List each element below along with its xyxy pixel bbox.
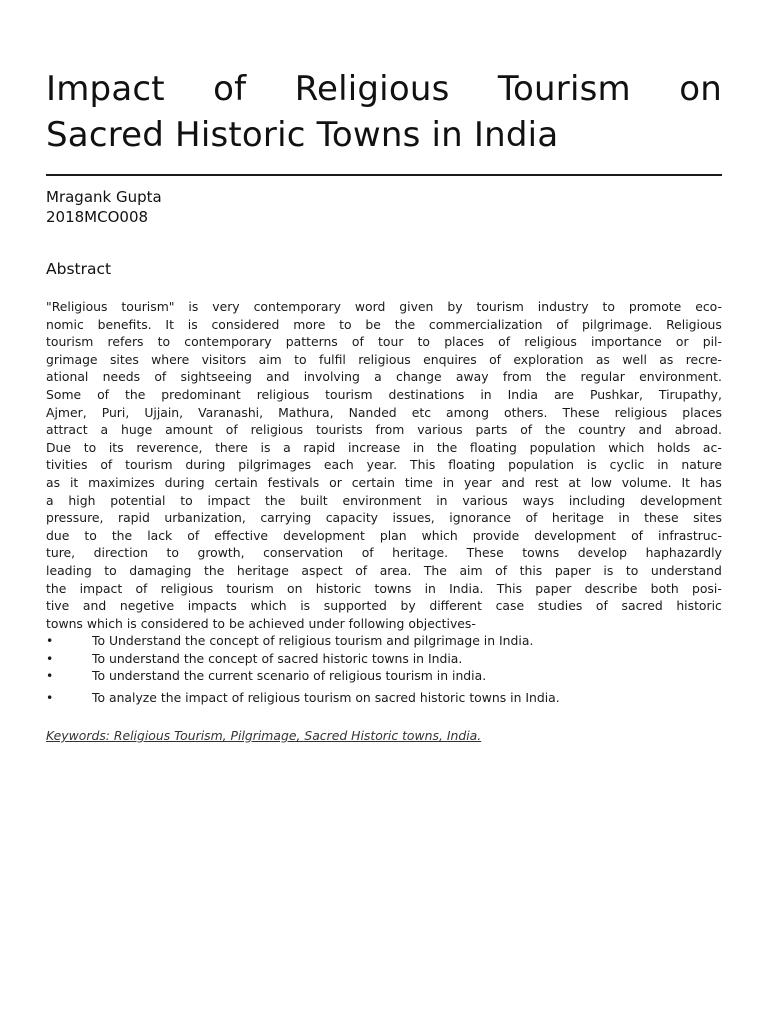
abstract-word: damaging xyxy=(129,562,192,578)
abstract-word: develop xyxy=(577,545,628,561)
abstract-word: supported xyxy=(323,598,387,614)
abstract-word: as xyxy=(659,351,674,367)
abstract-word: impact xyxy=(207,492,251,508)
abstract-word: tourism" xyxy=(121,299,175,314)
abstract-word: a xyxy=(46,492,54,508)
abstract-word: issues, xyxy=(392,510,435,526)
abstract-word: provide xyxy=(472,527,520,543)
abstract-word: historic xyxy=(315,580,362,596)
abstract-word: in xyxy=(436,492,448,508)
title-line-2: Sacred Historic Towns in India xyxy=(46,115,559,155)
abstract-word: contemporary xyxy=(184,334,272,350)
abstract-word: contemporary xyxy=(253,299,341,314)
abstract-word: paper xyxy=(535,580,572,596)
abstract-word: Varanashi, xyxy=(198,404,264,420)
abstract-word: holds xyxy=(657,439,691,455)
abstract-word: rapid xyxy=(303,439,336,455)
abstract-word: "Religious xyxy=(46,299,108,314)
abstract-word: of xyxy=(154,369,167,385)
abstract-word: where xyxy=(151,351,190,367)
abstract-word: maximizes xyxy=(88,474,155,490)
abstract-word: sacred xyxy=(621,598,663,614)
abstract-word: of xyxy=(351,334,364,350)
abstract-word: certain xyxy=(214,474,258,490)
abstract-word: promote xyxy=(628,299,682,314)
abstract-word: development xyxy=(283,527,365,543)
abstract-word: of xyxy=(495,562,508,578)
abstract-word: studies xyxy=(537,598,583,614)
abstract-word: nomic xyxy=(46,316,84,332)
abstract-word: India. xyxy=(449,580,484,596)
abstract-word: due xyxy=(46,527,70,543)
objective-text: To Understand the concept of religious tourism and pilgrimage in India. xyxy=(92,633,534,648)
abstract-word: to xyxy=(625,562,639,578)
abstract-word: needs xyxy=(102,369,141,385)
abstract-word: of xyxy=(498,334,511,350)
abstract-word: of xyxy=(187,527,200,543)
abstract-word: tour xyxy=(378,334,404,350)
abstract-word: growth, xyxy=(197,545,245,561)
abstract-word: towns xyxy=(374,580,412,596)
abstract-word: is xyxy=(300,598,311,614)
abstract-word: religious xyxy=(256,386,310,402)
abstract-word: and xyxy=(501,474,525,490)
abstract-word: be xyxy=(365,316,381,332)
abstract-word: is xyxy=(260,439,271,455)
abstract-word: development xyxy=(534,527,617,543)
abstract-word: case xyxy=(495,598,525,614)
abstract-word: recre- xyxy=(685,351,722,367)
abstract-word: certain xyxy=(351,474,395,490)
abstract-word: conservation xyxy=(263,545,344,561)
abstract-word: are xyxy=(553,386,574,402)
abstract-word: tourism xyxy=(226,580,274,596)
abstract-word: pil- xyxy=(702,334,722,350)
abstract-word: pressure, xyxy=(46,510,104,526)
abstract-word: environment xyxy=(342,492,422,508)
abstract-word: Mathura, xyxy=(278,404,334,420)
abstract-word: enquires xyxy=(423,351,477,367)
abstract-word: understand xyxy=(650,562,722,578)
abstract-word: to xyxy=(417,334,431,350)
bullet-icon: • xyxy=(46,650,54,666)
abstract-word: benefits. xyxy=(97,316,152,332)
abstract-word: effective xyxy=(214,527,269,543)
abstract-word: attract xyxy=(46,422,88,438)
abstract-word: as xyxy=(595,351,610,367)
abstract-word: Due xyxy=(46,439,72,455)
abstract-word: Puri, xyxy=(101,404,130,420)
abstract-word: sightseeing xyxy=(180,369,252,385)
abstract-word: the xyxy=(545,369,567,385)
abstract-word: tive xyxy=(46,598,70,614)
abstract-word: built xyxy=(300,492,328,508)
abstract-word: its xyxy=(108,439,124,455)
abstract-word: population xyxy=(508,457,575,473)
abstract-line xyxy=(46,509,722,527)
abstract-line xyxy=(46,527,722,545)
abstract-line xyxy=(46,368,722,386)
objective-item xyxy=(46,667,722,685)
abstract-word: Ajmer, xyxy=(46,404,87,420)
abstract-word: of xyxy=(520,422,533,438)
abstract-word: of xyxy=(556,316,569,332)
abstract-word: ture, xyxy=(46,545,76,561)
abstract-word: etc xyxy=(411,404,432,420)
title-word: on xyxy=(679,69,722,109)
abstract-word: is xyxy=(188,299,199,314)
abstract-word: both xyxy=(650,580,679,596)
abstract-word: very xyxy=(212,299,240,314)
abstract-word: These xyxy=(466,545,504,561)
abstract-word: of xyxy=(355,562,368,578)
abstract-word: low xyxy=(590,474,612,490)
abstract-word: or xyxy=(675,334,689,350)
abstract-word: a xyxy=(283,439,291,455)
abstract-word: It xyxy=(165,316,174,332)
objective-item xyxy=(46,685,722,711)
abstract-word: is xyxy=(187,316,198,332)
abstract-word: religious xyxy=(524,334,577,350)
abstract-word: parts xyxy=(475,422,508,438)
abstract-word: to xyxy=(602,299,615,314)
abstract-word: and xyxy=(266,369,290,385)
abstract-word: high xyxy=(68,492,96,508)
abstract-word: pilgrimage. xyxy=(582,316,653,332)
objective-text: To understand the concept of sacred historic towns in India. xyxy=(92,650,463,666)
abstract-word: there xyxy=(215,439,248,455)
abstract-word: haphazardly xyxy=(645,545,722,561)
abstract-word: These xyxy=(562,404,600,420)
abstract-word: sites xyxy=(693,510,722,526)
abstract-word: is xyxy=(586,457,597,473)
abstract-word: considered xyxy=(211,316,280,332)
abstract-word: religious xyxy=(250,422,304,438)
abstract-word: change xyxy=(396,369,442,385)
abstract-word: or xyxy=(329,474,342,490)
abstract-word: tivities xyxy=(46,457,88,473)
abstract-word: development xyxy=(640,492,722,508)
abstract-line xyxy=(46,562,722,580)
abstract-word: leading xyxy=(46,562,92,578)
abstract-word: increase xyxy=(347,439,401,455)
abstract-word: time xyxy=(404,474,433,490)
abstract-line xyxy=(46,298,722,316)
abstract-word: grimage xyxy=(46,351,98,367)
abstract-word: tourism xyxy=(476,299,524,314)
abstract-word: to xyxy=(294,351,307,367)
abstract-line xyxy=(46,456,722,474)
abstract-word: Tirupathy, xyxy=(658,386,722,402)
abstract-word: as xyxy=(46,474,61,490)
abstract-word: urbanization, xyxy=(164,510,246,526)
abstract-word: patterns xyxy=(285,334,338,350)
abstract-word: It xyxy=(681,474,690,490)
abstract-word: heritage. xyxy=(392,545,449,561)
abstract-word: well xyxy=(622,351,647,367)
bullet-icon: • xyxy=(46,668,54,684)
abstract-word: India xyxy=(507,386,538,402)
abstract-word: ational xyxy=(46,369,89,385)
abstract-word: tourism xyxy=(125,457,173,473)
abstract-word: capacity xyxy=(325,510,379,526)
abstract-word: this xyxy=(519,562,543,578)
abstract-line: towns which is considered to be achieved under following objectives- xyxy=(46,615,476,631)
abstract-line xyxy=(46,316,722,334)
bullet-icon: • xyxy=(46,689,54,705)
abstract-word: among xyxy=(446,404,490,420)
abstract-line xyxy=(46,386,722,404)
abstract-word: to xyxy=(84,527,97,543)
abstract-line xyxy=(46,404,722,422)
abstract-word: importance xyxy=(590,334,662,350)
abstract-word: religious xyxy=(614,404,668,420)
abstract-word: Pushkar, xyxy=(589,386,643,402)
abstract-word: posi- xyxy=(691,580,722,596)
abstract-word: of xyxy=(525,510,538,526)
abstract-word: year xyxy=(463,474,492,490)
abstract-word: festivals xyxy=(267,474,320,490)
objective-item xyxy=(46,650,722,668)
abstract-word: including xyxy=(568,492,626,508)
abstract-word: heritage xyxy=(236,562,289,578)
abstract-word: each xyxy=(323,457,354,473)
abstract-word: it xyxy=(69,474,79,490)
keywords-line: Keywords: Religious Tourism, Pilgrimage, Sacred Historic towns, India. xyxy=(46,728,482,743)
abstract-word: predominant xyxy=(161,386,241,402)
author-name: Mragank Gupta xyxy=(46,188,162,206)
abstract-word: by xyxy=(400,598,416,614)
abstract-word: Some xyxy=(46,386,82,402)
abstract-word: ignorance xyxy=(449,510,511,526)
abstract-word: regular xyxy=(580,369,625,385)
abstract-line xyxy=(46,492,722,510)
abstract-word: which xyxy=(608,439,645,455)
title-word: Impact xyxy=(46,69,165,109)
abstract-word: floating xyxy=(448,457,496,473)
abstract-word: from xyxy=(502,369,532,385)
abstract-word: year. xyxy=(366,457,398,473)
abstract-word: lack xyxy=(147,527,173,543)
abstract-word: the xyxy=(436,439,458,455)
abstract-word: has xyxy=(699,474,722,490)
abstract-word: pilgrimages xyxy=(238,457,312,473)
abstract-word: of xyxy=(489,351,502,367)
abstract-word: sites xyxy=(109,351,139,367)
abstract-word: abroad. xyxy=(674,422,722,438)
abstract-word: on xyxy=(287,580,303,596)
objective-text: To analyze the impact of religious tourism on sacred historic towns in India. xyxy=(92,689,560,705)
abstract-word: at xyxy=(568,474,581,490)
abstract-line xyxy=(46,333,722,351)
abstract-word: aim xyxy=(459,562,483,578)
abstract-word: in xyxy=(618,510,630,526)
abstract-word: and xyxy=(638,422,662,438)
abstract-word: describe xyxy=(584,580,638,596)
abstract-word: the xyxy=(394,316,416,332)
abstract-word: religious xyxy=(160,580,214,596)
abstract-word: environment. xyxy=(639,369,722,385)
bullet-icon: • xyxy=(46,633,54,648)
abstract-word: paper xyxy=(554,562,591,578)
abstract-word: which xyxy=(250,598,287,614)
abstract-word: in xyxy=(412,439,425,455)
abstract-word: commercialization xyxy=(428,316,543,332)
abstract-word: potential xyxy=(110,492,166,508)
abstract-word: the xyxy=(111,527,133,543)
abstract-word: to xyxy=(104,562,117,578)
abstract-word: away xyxy=(455,369,489,385)
title-word: of xyxy=(213,69,247,109)
abstract-word: to xyxy=(339,316,352,332)
abstract-word: is xyxy=(603,562,614,578)
abstract-word: the xyxy=(46,580,67,596)
objectives-list xyxy=(46,632,722,711)
abstract-word: rest xyxy=(534,474,559,490)
abstract-word: country xyxy=(578,422,626,438)
abstract-word: impacts xyxy=(187,598,237,614)
abstract-word: visitors xyxy=(201,351,247,367)
abstract-word: of xyxy=(100,457,113,473)
objective-item xyxy=(46,632,722,650)
abstract-word: a xyxy=(100,422,109,438)
abstract-word: in xyxy=(424,580,436,596)
abstract-word: to xyxy=(157,334,171,350)
abstract-word: industry xyxy=(537,299,589,314)
abstract-word: in xyxy=(657,457,669,473)
abstract-line xyxy=(46,439,722,457)
abstract-word: to xyxy=(180,492,193,508)
abstract-word: tourism xyxy=(325,386,373,402)
abstract-word: Religious xyxy=(666,316,722,332)
abstract-word: heritage xyxy=(551,510,604,526)
abstract-word: the xyxy=(264,492,286,508)
paper-title xyxy=(46,66,722,158)
abstract-word: towns xyxy=(522,545,560,561)
abstract-word: impact xyxy=(79,580,123,596)
abstract-line xyxy=(46,421,722,439)
abstract-word: aim xyxy=(258,351,282,367)
abstract-word: This xyxy=(496,580,523,596)
abstract-word: exploration xyxy=(513,351,584,367)
abstract-line xyxy=(46,597,722,615)
abstract-line xyxy=(46,544,722,562)
abstract-word: others. xyxy=(504,404,548,420)
abstract-word: these xyxy=(644,510,679,526)
abstract-word: ac- xyxy=(702,439,722,455)
title-divider xyxy=(46,174,722,176)
abstract-line xyxy=(46,351,722,369)
abstract-word: Nanded xyxy=(348,404,397,420)
abstract-word: in xyxy=(442,474,455,490)
abstract-word: word xyxy=(354,299,386,314)
abstract-word: of xyxy=(595,598,608,614)
abstract-word: aspect xyxy=(301,562,343,578)
abstract-word: refers xyxy=(107,334,144,350)
abstract-word: of xyxy=(135,580,148,596)
abstract-word: plan xyxy=(379,527,407,543)
abstract-body xyxy=(46,298,722,632)
abstract-word: religious xyxy=(358,351,411,367)
abstract-word: during xyxy=(164,474,205,490)
abstract-word: infrastruc- xyxy=(658,527,722,543)
abstract-word: from xyxy=(375,422,405,438)
abstract-word: carrying xyxy=(260,510,312,526)
abstract-word: various xyxy=(462,492,508,508)
abstract-word: by xyxy=(447,299,463,314)
abstract-word: of xyxy=(361,545,374,561)
abstract-word: reverence, xyxy=(136,439,203,455)
abstract-word: Ujjain, xyxy=(144,404,184,420)
abstract-word: population xyxy=(529,439,596,455)
abstract-word: cyclic xyxy=(609,457,645,473)
abstract-word: historic xyxy=(676,598,722,614)
abstract-word: direction xyxy=(93,545,148,561)
abstract-word: eco- xyxy=(695,299,722,314)
title-word: Tourism xyxy=(497,69,631,109)
objective-text: To understand the current scenario of religious tourism in india. xyxy=(92,668,487,684)
abstract-line xyxy=(46,474,722,492)
abstract-word: places xyxy=(444,334,484,350)
abstract-word: nature xyxy=(681,457,722,473)
abstract-word: ways xyxy=(522,492,555,508)
abstract-word: given xyxy=(399,299,434,314)
author-id: 2018MCO008 xyxy=(46,208,149,226)
abstract-word: of xyxy=(97,386,110,402)
abstract-heading: Abstract xyxy=(46,260,112,278)
abstract-word: huge xyxy=(121,422,153,438)
abstract-line xyxy=(46,580,722,598)
abstract-word: area. xyxy=(379,562,412,578)
author-block xyxy=(46,187,162,227)
abstract-word: during xyxy=(185,457,226,473)
abstract-word: different xyxy=(429,598,482,614)
abstract-word: the xyxy=(203,562,225,578)
abstract-word: and xyxy=(82,598,107,614)
title-line-1 xyxy=(46,66,722,112)
abstract-word: which xyxy=(421,527,458,543)
title-word: Religious xyxy=(294,69,450,109)
abstract-word: floating xyxy=(469,439,517,455)
abstract-word: volume. xyxy=(621,474,672,490)
abstract-word: more xyxy=(293,316,326,332)
abstract-word: This xyxy=(410,457,436,473)
abstract-word: the xyxy=(545,422,566,438)
abstract-word: amount xyxy=(165,422,213,438)
abstract-word: fulfil xyxy=(318,351,346,367)
abstract-word: rapid xyxy=(117,510,150,526)
abstract-word: tourists xyxy=(316,422,363,438)
abstract-word: of xyxy=(225,422,238,438)
abstract-word: negetive xyxy=(119,598,175,614)
abstract-word: the xyxy=(125,386,146,402)
abstract-word: a xyxy=(374,369,382,385)
abstract-word: to xyxy=(166,545,179,561)
abstract-word: to xyxy=(83,439,97,455)
abstract-word: of xyxy=(631,527,644,543)
abstract-word: various xyxy=(417,422,463,438)
abstract-word: involving xyxy=(303,369,360,385)
abstract-word: in xyxy=(480,386,492,402)
abstract-word: destinations xyxy=(388,386,465,402)
abstract-word: tourism xyxy=(46,334,94,350)
abstract-word: places xyxy=(682,404,722,420)
abstract-word: The xyxy=(423,562,447,578)
